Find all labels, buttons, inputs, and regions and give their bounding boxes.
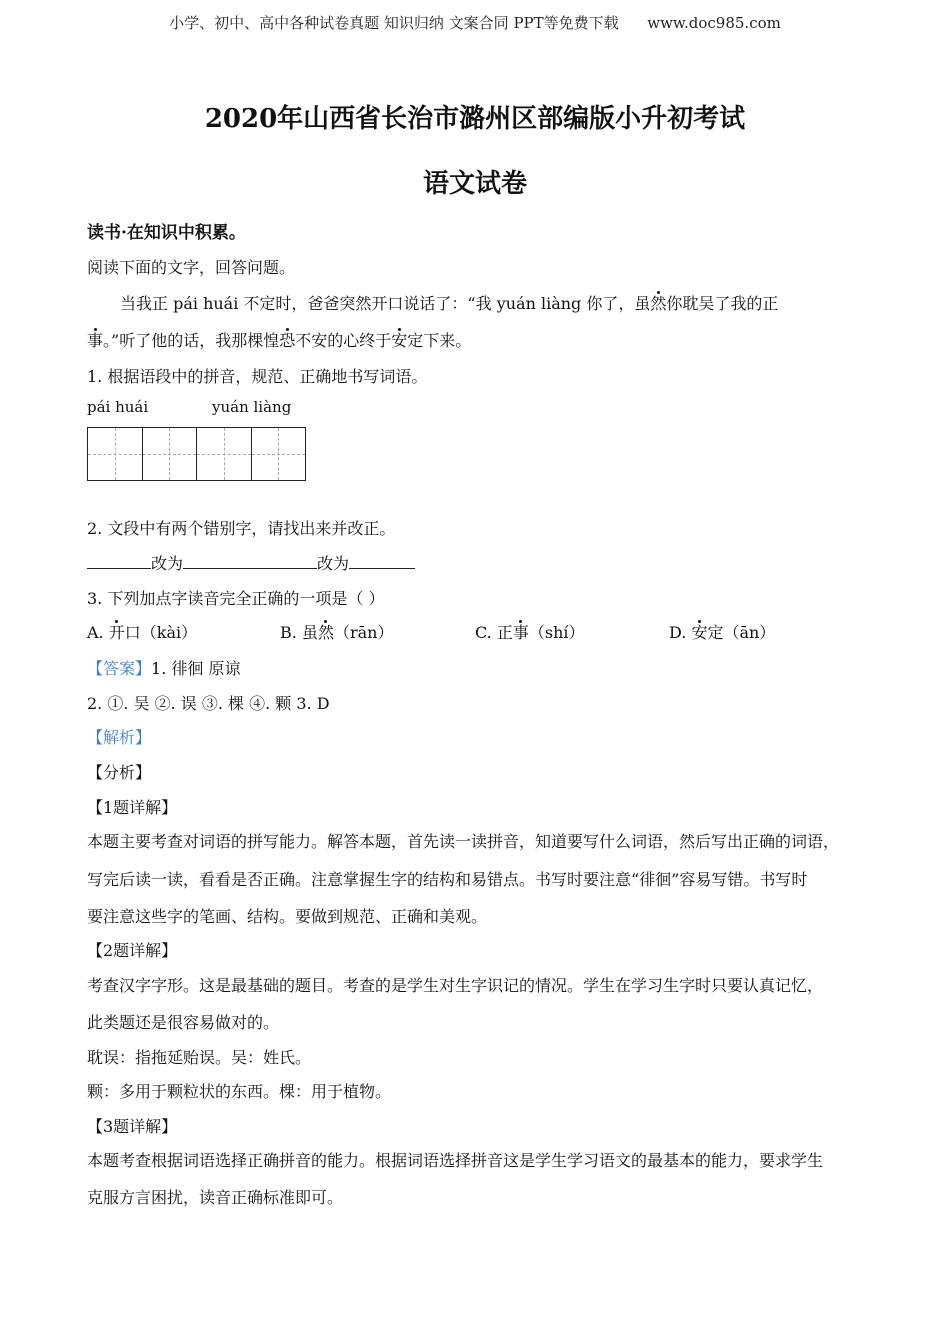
section-instruction: 阅读下面的文字，回答问题。 xyxy=(87,258,296,277)
question-2: 2. 文段中有两个错别字，请找出来并改正。 xyxy=(87,519,396,538)
detail-2-line-1: 考查汉字字形。这是最基础的题目。考查的是学生对生字识记的情况。学生在学习生字时只要认真记忆， xyxy=(87,976,824,995)
q3-option-b[interactable]: B. 虽然（rān） xyxy=(280,623,394,642)
dotted-char: 事 xyxy=(87,331,104,350)
question-3: 3. 下列加点字读音完全正确的一项是（ ） xyxy=(87,589,385,608)
q2-blanks: 改为 改为 xyxy=(87,551,415,574)
q1-pinyin-2: yuán liàng xyxy=(212,398,292,416)
grid-cell[interactable] xyxy=(252,428,306,480)
detail-2-heading: 【2题详解】 xyxy=(87,941,178,960)
detail-2-line-4: 颗：多用于颗粒状的东西。棵：用于植物。 xyxy=(87,1082,392,1101)
writing-grid[interactable] xyxy=(87,427,306,481)
answer-line-1: 【答案】1. 徘徊 原谅 xyxy=(87,659,241,678)
detail-2-line-2: 此类题还是很容易做对的。 xyxy=(87,1013,280,1032)
detail-3-heading: 【3题详解】 xyxy=(87,1117,178,1136)
detail-2-line-3: 耽误：指拖延贻误。吴：姓氏。 xyxy=(87,1048,312,1067)
page-header xyxy=(0,12,950,33)
grid-cell[interactable] xyxy=(197,428,252,480)
header-text: 小学、初中、高中各种试卷真题 知识归纳 文案合同 PPT等免费下载 xyxy=(169,14,619,32)
dotted-char: 然 xyxy=(650,294,667,313)
answer-tag: 【答案】 xyxy=(87,659,152,678)
q3-option-a[interactable]: A. 开口（kài） xyxy=(87,623,198,642)
detail-3-line-2: 克服方言困扰，读音正确标准即可。 xyxy=(87,1188,344,1207)
exam-title: 2020年山西省长治市潞州区部编版小升初考试 xyxy=(204,104,746,134)
question-1: 1. 根据语段中的拼音，规范、正确地书写词语。 xyxy=(87,367,428,386)
grid-cell[interactable] xyxy=(143,428,198,480)
grid-cell[interactable] xyxy=(88,428,143,480)
detail-1-line-1: 本题主要考查对词语的拼写能力。解答本题，首先读一读拼音，知道要写什么词语，然后写出正确的词语， xyxy=(87,832,840,851)
analysis-tag: 【解析】 xyxy=(87,728,152,747)
header-site[interactable]: www.doc985.com xyxy=(647,14,781,32)
detail-1-heading: 【1题详解】 xyxy=(87,798,178,817)
q1-pinyin-1: pái huái xyxy=(87,398,149,416)
detail-1-line-2: 写完后读一读，看看是否正确。注意掌握生字的结构和易错点。书写时要注意“徘徊”容易写错。书写时 xyxy=(87,870,808,889)
blank-3[interactable] xyxy=(349,554,415,569)
analysis-heading: 【分析】 xyxy=(87,763,152,782)
dotted-char: 恐 xyxy=(279,331,296,350)
exam-subtitle: 语文试卷 xyxy=(422,169,527,199)
passage-line-2: 事。”听了他的话，我那棵惶恐不安的心终于安定下来。 xyxy=(87,331,472,350)
q3-option-c[interactable]: C. 正事（shí） xyxy=(475,623,585,642)
answer-line-2: 2. ①. 吴 ②. 误 ③. 棵 ④. 颗 3. D xyxy=(87,694,330,713)
detail-3-line-1: 本题考查根据词语选择正确拼音的能力。根据词语选择拼音这是学生学习语文的最基本的能力，要求学生 xyxy=(87,1151,824,1170)
detail-1-line-3: 要注意这些字的笔画、结构。要做到规范、正确和美观。 xyxy=(87,907,488,926)
section-heading: 读书·在知识中积累。 xyxy=(87,223,246,243)
blank-2[interactable] xyxy=(183,554,317,569)
passage-line-1: 当我正 pái huái 不定时，爸爸突然开口说话了：“我 yuán liàng 你了，虽然你耽吴了我的正 xyxy=(120,294,779,313)
blank-1[interactable] xyxy=(87,554,151,569)
q3-option-d[interactable]: D. 安定（ān） xyxy=(669,623,776,642)
dotted-char: 安 xyxy=(391,331,408,350)
